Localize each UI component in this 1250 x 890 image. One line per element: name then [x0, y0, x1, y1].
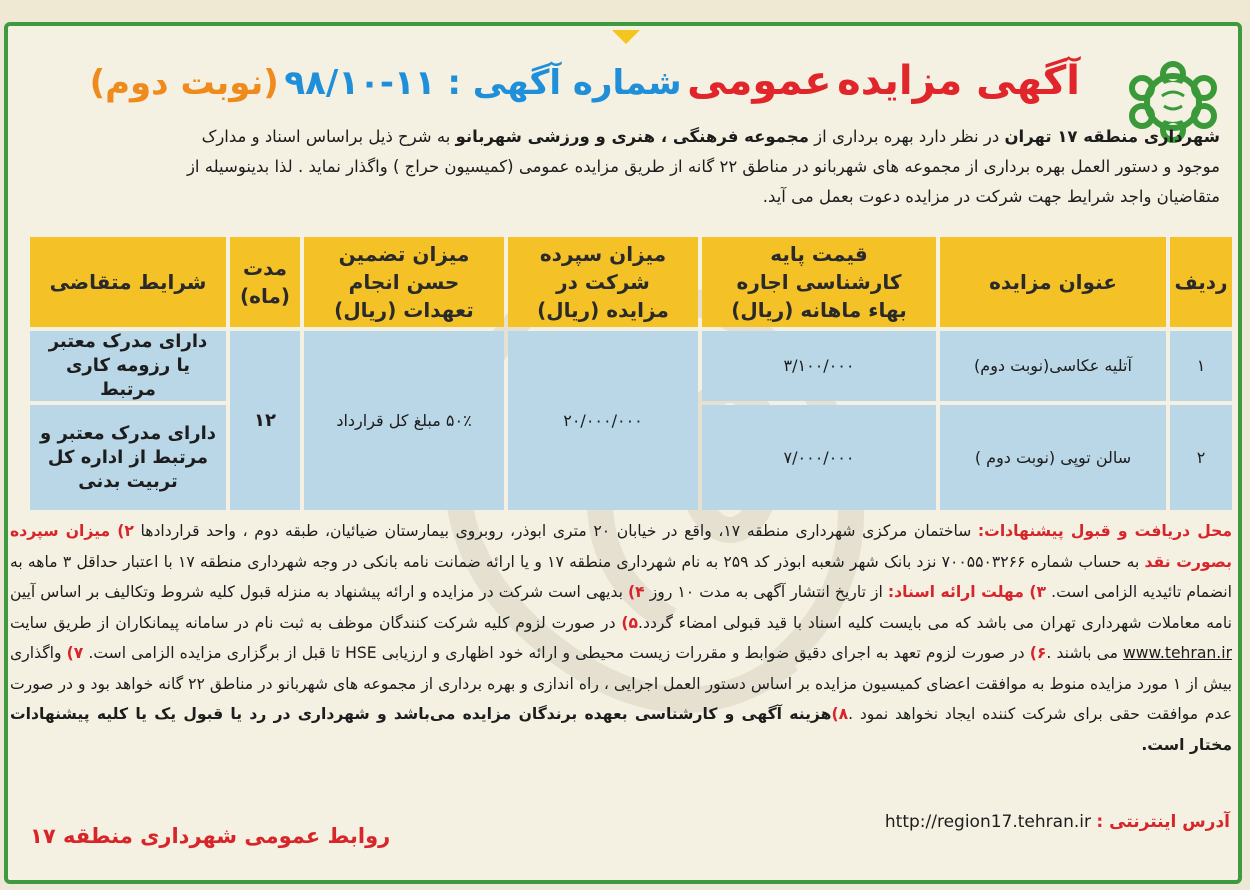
header-row-no: ردیف [1170, 237, 1232, 327]
region-site-link[interactable]: http://region17.tehran.ir [884, 812, 1091, 832]
note2-text: به حساب شماره ۷۰۰۵۵۰۳۲۶۶ نزد بانک شهر شعبه ابوذر کد ۲۵۹ به نام شهرداری منطقه ۱۷ و یا ارائه ضمانت نامه بانکی در وجه شهرداری منطقه ۱۷ با اعتبار حداقل ۳ ماهه به انضمام تائیدیه الزامی است. [10, 552, 1232, 601]
shared-duration: ۱۲ [230, 331, 300, 510]
note2-label: ۲) میزان سپرده بصورت نقد [10, 522, 1232, 571]
shared-guarantee: ۵۰٪ مبلغ کل قرارداد [304, 331, 504, 510]
note1-label: محل دریافت و قبول پیشنهادات: [977, 522, 1233, 540]
auction-table [30, 237, 1232, 510]
row2-title: سالن توپی (نوبت دوم ) [940, 405, 1166, 510]
intro-lead-text: در نظر دارد بهره برداری از [808, 127, 1005, 146]
tehran-site-link[interactable]: www.tehran.ir [1123, 644, 1232, 662]
footer-address [885, 812, 1230, 832]
note7-label: ۷) [66, 644, 84, 662]
top-notch-marker [612, 30, 640, 44]
header-deposit: میزان سپرده شرکت در مزایده (ریال) [508, 237, 698, 327]
row1-conditions: دارای مدرک معتبر یا رزومه کاری مرتبط [30, 331, 226, 401]
intro-paragraph [160, 122, 1220, 212]
note3-text: از تاریخ انتشار آگهی به مدت ۱۰ روز [644, 583, 888, 601]
auction-notes [10, 516, 1232, 760]
note1-text: ساختمان مرکزی شهرداری منطقه ۱۷، واقع در خیابان ۲۰ متری ابوذر، روبروی بیمارستان ضیائیان، طبقه دوم ، واحد قراردادها [133, 522, 978, 540]
title-number: شماره آگهی : ۱۱-۹۸/۱۰ [284, 63, 682, 103]
note6-text: در صورت لزوم تعهد به اجرای دقیق ضوابط و مقررات زیست محیطی و ارائه خود اظهاری و ارزیابی HSE تا قبل از برگزاری مزایده الزامی است. [83, 644, 1030, 662]
header-conditions: شرایط متقاضی [30, 237, 226, 327]
note5-text-a: در صورت لزوم کلیه شرکت کنندگان موظف به ثبت نام در سامانه پیمانکاران از طریق سایت [10, 613, 622, 632]
title-auction: آگهی مزایده [837, 58, 1080, 104]
row1-no: ۱ [1170, 331, 1232, 401]
note7-text: واگذاری بیش از ۱ مورد مزایده منوط به موافقت اعضای کمیسیون مزایده بر اساس دستور العمل اجرایی ، راه اندازی و بهره برداری از مجموعه های شهربانو در مناطق ۲۲ گانه خواهد بود و در صورت عدم موافقت حقی برای شرکت کننده ایجاد نخواهد نمود . [10, 644, 1233, 723]
note8-text: هزینه آگهی و کارشناسی بعهده برندگان مزایده می‌باشد و شهرداری در رد یا قبول یک یا کلیه پیشنهادات مختار است. [10, 705, 1232, 754]
note8-label: ۸) [831, 705, 849, 723]
row1-base-price: ۳/۱۰۰/۰۰۰ [702, 331, 936, 401]
public-relations-signature: روابط عمومی شهرداری منطقه ۱۷ [30, 824, 391, 848]
row2-no: ۲ [1170, 405, 1232, 510]
intro-lead: شهرداری منطقه ۱۷ تهران [1004, 127, 1220, 146]
note4-text: بدیهی است شرکت در مزایده و ارائه پیشنهاد به منزله قبول کلیه شروط وتکالیف بر اساس آیین نامه معاملات شهرداری تهران می باشد که می بایست کلیه اسناد با قید قبولی امضاء گردد. [10, 583, 1232, 632]
shared-deposit: ۲۰/۰۰۰/۰۰۰ [508, 331, 698, 510]
intro-complex: مجموعه فرهنگی ، هنری و ورزشی شهربانو [455, 127, 809, 146]
row2-base-price: ۷/۰۰۰/۰۰۰ [702, 405, 936, 510]
address-label: آدرس اینترنتی : [1096, 812, 1230, 832]
header-guarantee: میزان تضمین حسن انجام تعهدات (ریال) [304, 237, 504, 327]
note3-label: ۳) مهلت ارائه اسناد: [887, 583, 1047, 601]
header-title: عنوان مزایده [940, 237, 1166, 327]
note5-text-b: می باشند . [1046, 644, 1124, 662]
row1-title: آتلیه عکاسی(نوبت دوم) [940, 331, 1166, 401]
note4-label: ۴) [628, 583, 645, 601]
top-strip [0, 0, 1250, 22]
note5-label: ۵) [621, 613, 639, 632]
intro-rest: به شرح ذیل براساس اسناد و مدارک موجود و دستور العمل بهره برداری از مجموعه های شهربانو در مناطق ۲۲ گانه از طریق مزایده عمومی (کمیسیون حراج ) واگذار نماید . لذا بدینوسیله از متقاضیان واجد شرایط جهت شرکت در مزایده دعوت بعمل می آید. [186, 127, 1220, 206]
title-round: (نوبت دوم) [89, 63, 279, 103]
row2-conditions: دارای مدرک معتبر و مرتبط از اداره کل تربیت بدنی [30, 405, 226, 510]
announcement-title [89, 58, 1080, 118]
header-duration: مدت (ماه) [230, 237, 300, 327]
note6-label: ۶) [1029, 644, 1047, 662]
title-public: عمومی [687, 58, 832, 104]
header-base-price: قیمت پایه کارشناسی اجاره بهاء ماهانه (ریال) [702, 237, 936, 327]
